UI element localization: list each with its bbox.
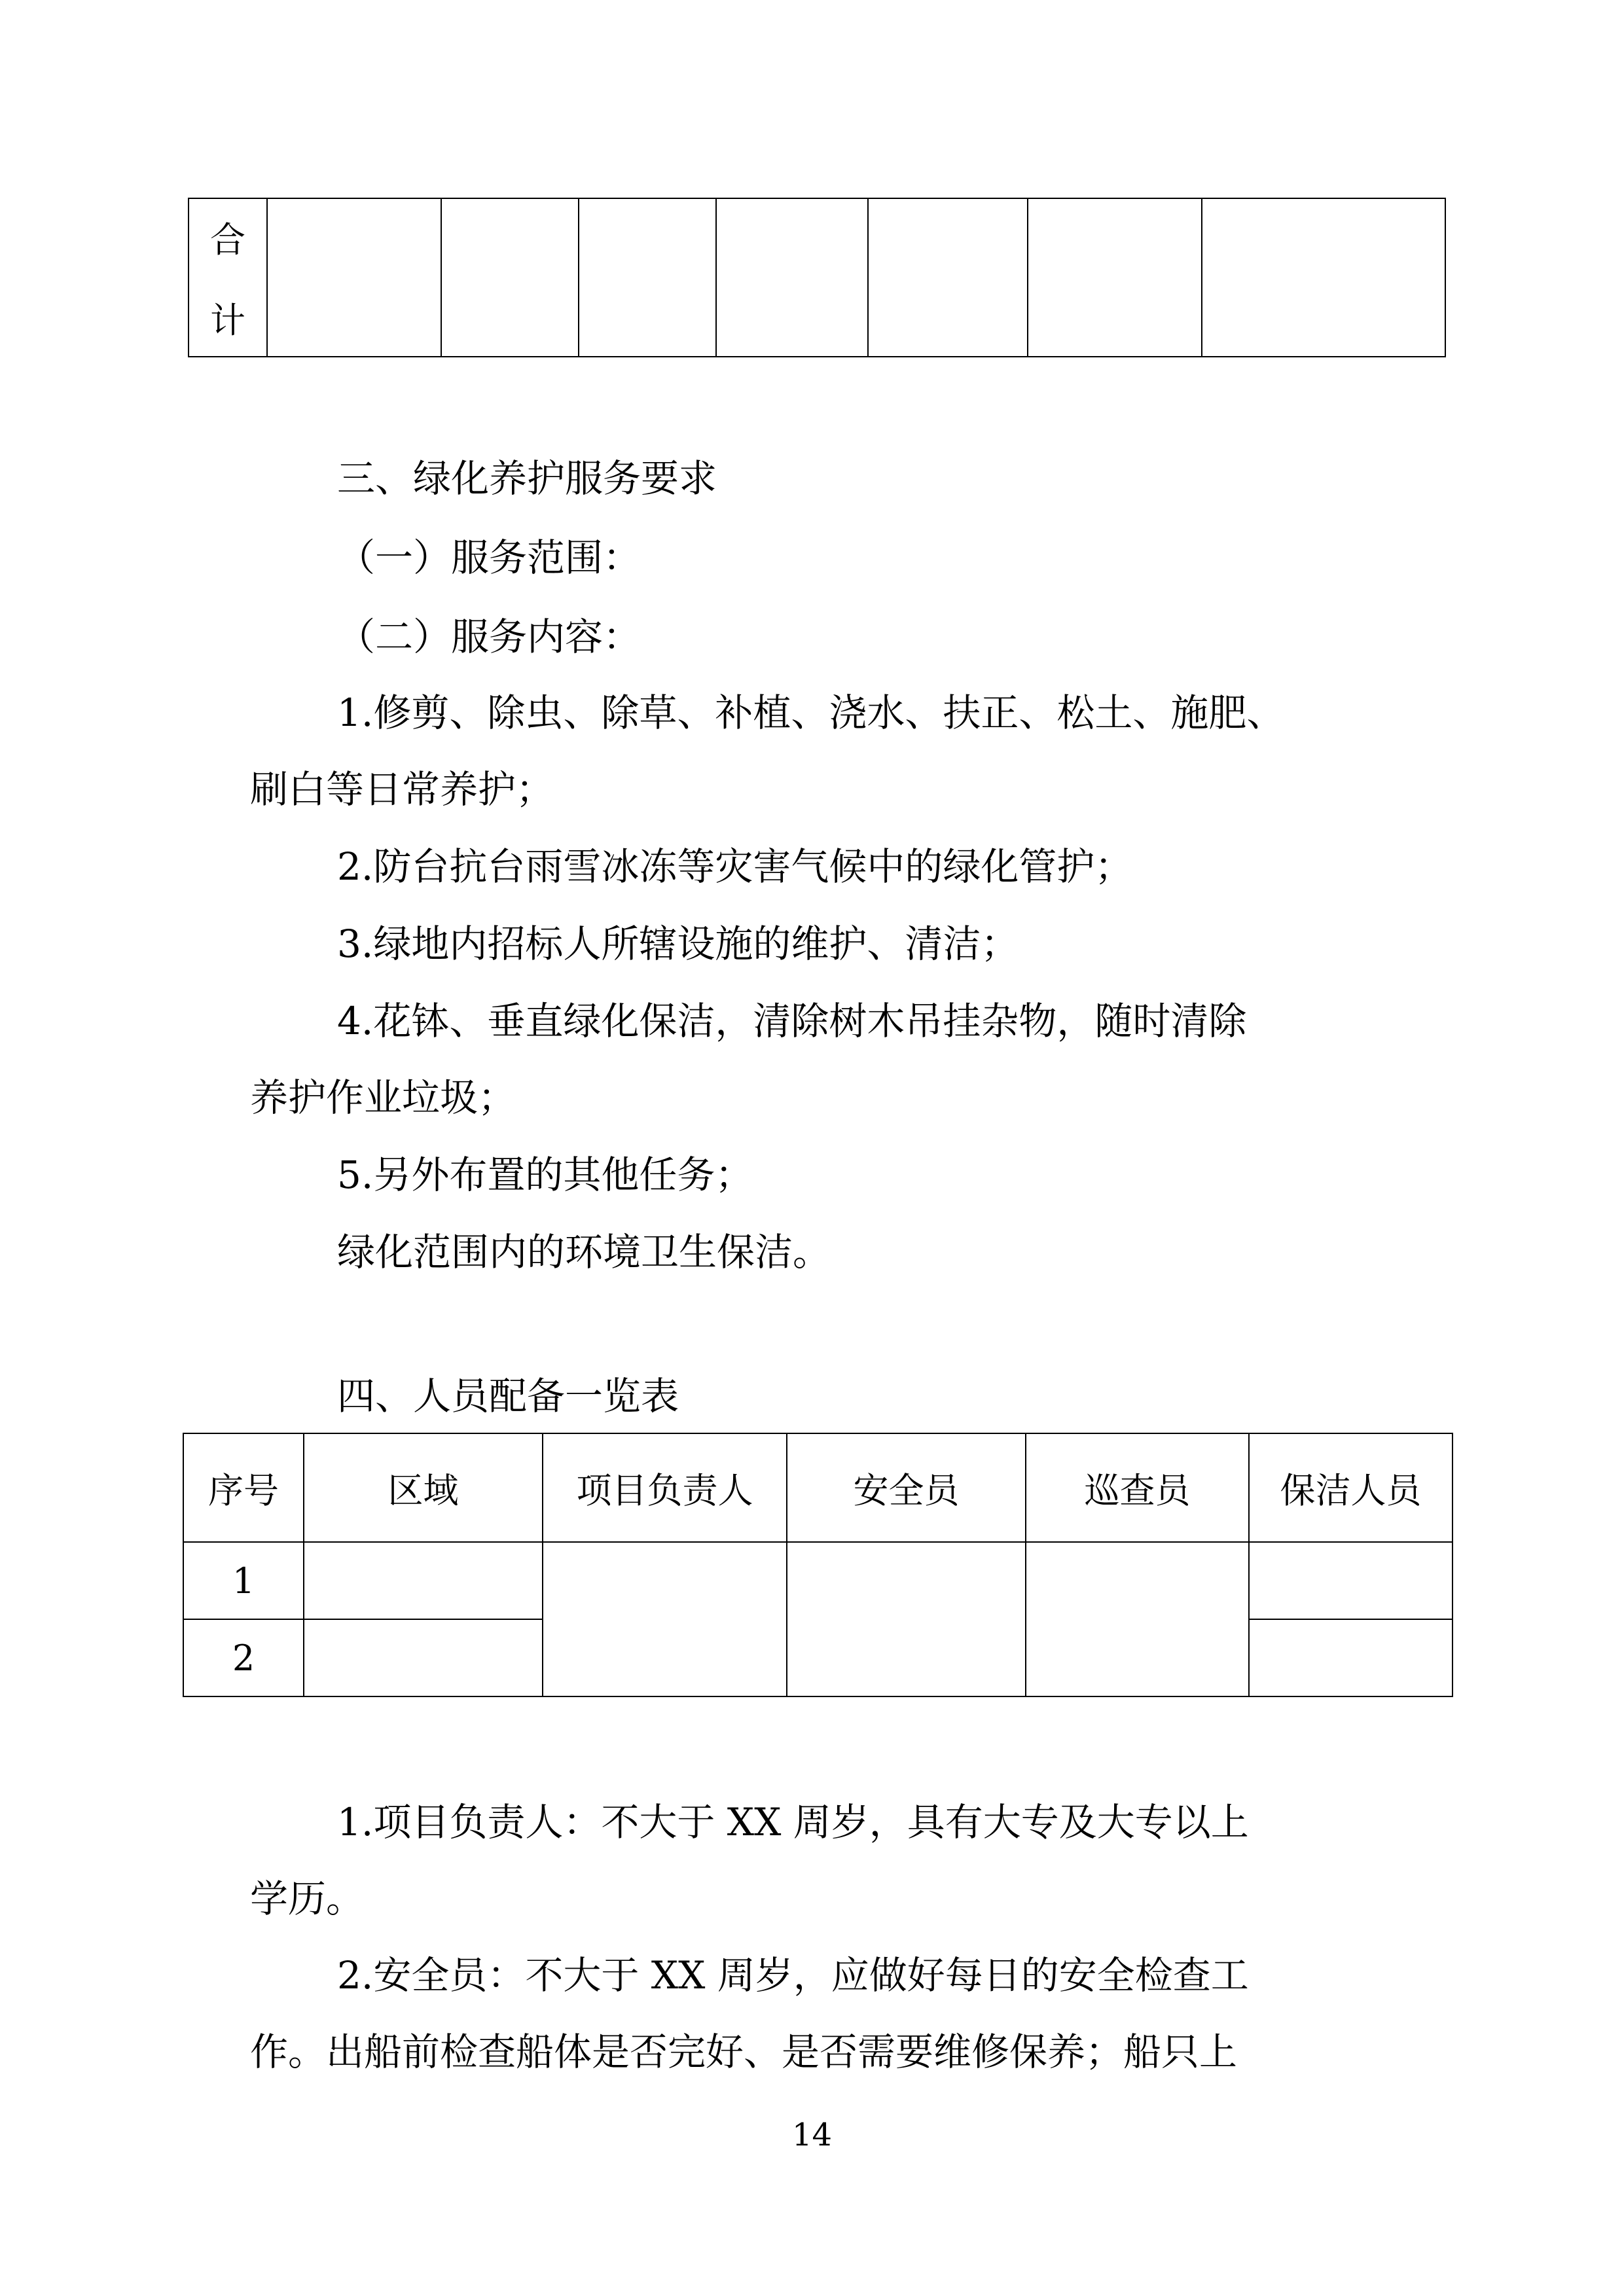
totals-row xyxy=(189,198,1445,357)
totals-label-char: 合 xyxy=(210,219,245,260)
header-area: 区域 xyxy=(304,1433,543,1542)
table-cell xyxy=(441,198,579,357)
section3-closing: 绿化范围内的环境卫生保洁。 xyxy=(337,1230,831,1274)
staff-header-row xyxy=(183,1433,1453,1542)
table-cell xyxy=(787,1542,1026,1696)
header-seq: 序号 xyxy=(183,1433,304,1542)
table-cell xyxy=(1028,198,1202,357)
table-cell xyxy=(304,1619,543,1696)
table-cell xyxy=(304,1542,543,1619)
requirement-2: 2.安全员：不大于 XX 周岁，应做好每日的安全检查工 xyxy=(337,1953,1249,1998)
totals-label-char: 计 xyxy=(210,300,245,341)
requirement-1-cont: 学历。 xyxy=(250,1876,365,1921)
table-cell xyxy=(267,198,441,357)
staff-table xyxy=(183,1433,1453,1697)
section3-sub2: （二）服务内容： xyxy=(337,615,641,659)
section4-heading: 四、人员配备一览表 xyxy=(337,1374,679,1418)
page-number: 14 xyxy=(792,2117,833,2153)
table-cell xyxy=(868,198,1028,357)
service-item-3: 3.绿地内招标人所辖设施的维护、清洁； xyxy=(337,922,1019,966)
service-item-1-cont: 刷白等日常养护； xyxy=(250,767,554,812)
table-row xyxy=(183,1542,1453,1619)
table-cell xyxy=(716,198,868,357)
section3-heading: 三、绿化养护服务要求 xyxy=(337,456,717,501)
header-patroller: 巡查员 xyxy=(1026,1433,1249,1542)
table-cell xyxy=(579,198,716,357)
requirement-2-cont: 作。出船前检查船体是否完好、是否需要维修保养；船只上 xyxy=(250,2030,1238,2074)
table-cell xyxy=(1202,198,1445,357)
service-item-4: 4.花钵、垂直绿化保洁，清除树木吊挂杂物，随时清除 xyxy=(337,999,1247,1043)
service-item-1: 1.修剪、除虫、除草、补植、浇水、扶正、松土、施肥、 xyxy=(337,691,1285,735)
header-cleaning-staff: 保洁人员 xyxy=(1249,1433,1453,1542)
totals-table xyxy=(188,198,1446,357)
requirement-1: 1.项目负责人：不大于 XX 周岁，具有大专及大专以上 xyxy=(337,1800,1249,1844)
totals-label-cell xyxy=(189,198,267,357)
header-safety-officer: 安全员 xyxy=(787,1433,1026,1542)
table-cell xyxy=(1026,1542,1249,1696)
row-seq: 2 xyxy=(183,1619,304,1696)
service-item-5: 5.另外布置的其他任务； xyxy=(337,1153,753,1197)
header-project-lead: 项目负责人 xyxy=(543,1433,787,1542)
section3-sub1: （一）服务范围： xyxy=(337,535,641,580)
table-cell xyxy=(1249,1542,1453,1619)
table-cell xyxy=(543,1542,787,1696)
service-item-2: 2.防台抗台雨雪冰冻等灾害气候中的绿化管护； xyxy=(337,844,1133,889)
row-seq: 1 xyxy=(183,1542,304,1619)
service-item-4-cont: 养护作业垃圾； xyxy=(250,1075,516,1120)
table-cell xyxy=(1249,1619,1453,1696)
